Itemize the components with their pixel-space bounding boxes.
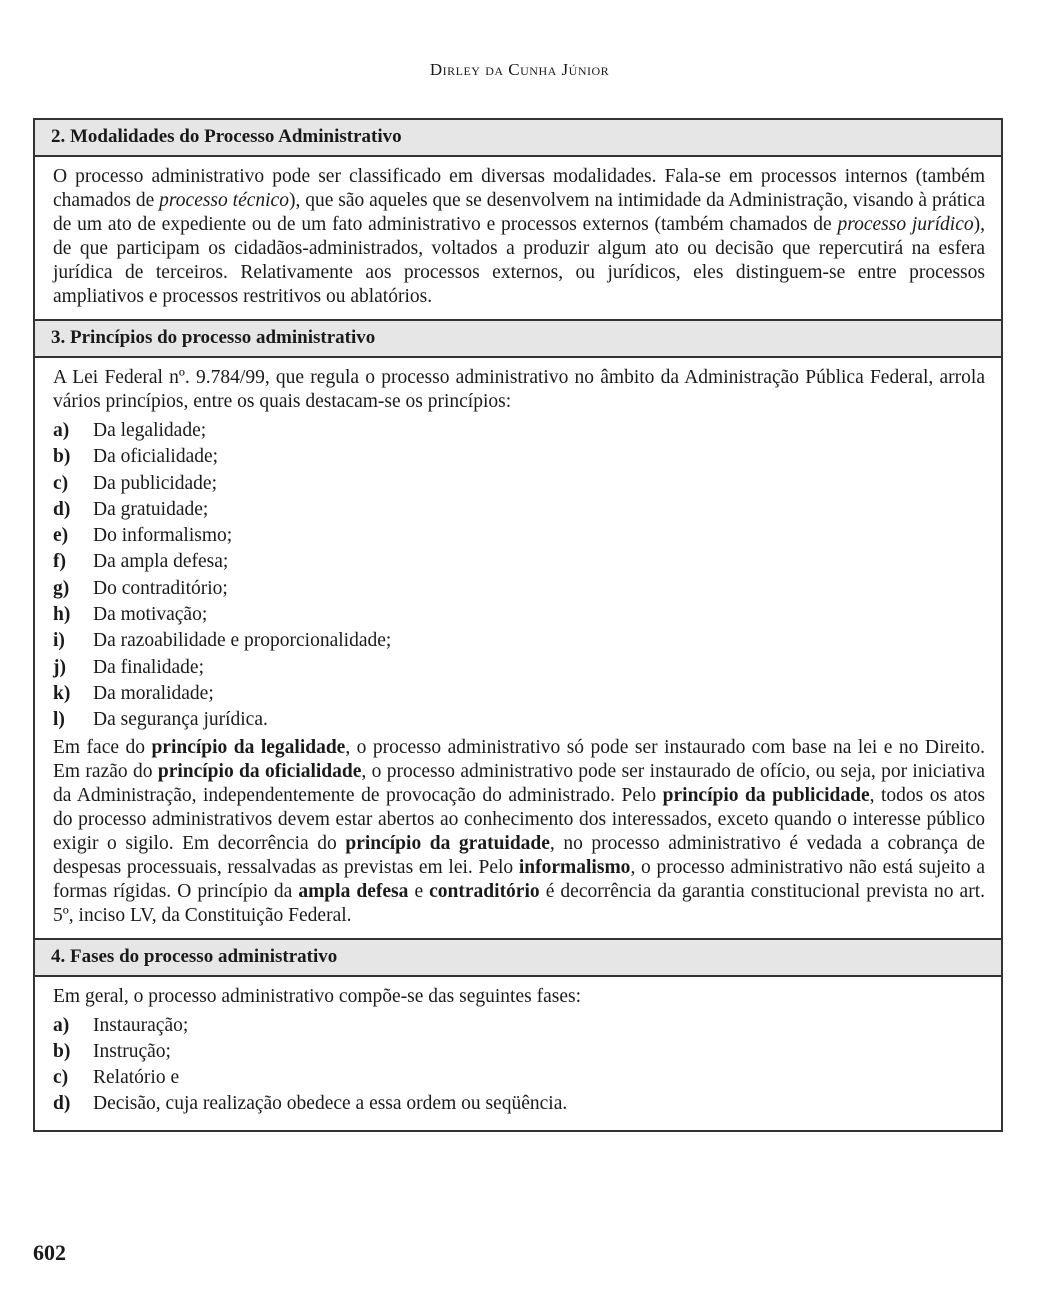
page-number: 602 [33,1240,66,1265]
bold-term: princípio da gratuidade [345,832,550,854]
list-letter: d) [53,498,71,520]
section-3-intro: A Lei Federal nº. 9.784/99, que regula o processo administrativo no âmbito da Administração Pública Federal, arrola vários princípios, entre os quais destacam-se os princípios: [53,367,985,412]
text-run: ), que são aqueles que se desenvolvem na intimidade da Administração, visando à prática de um ato de expediente ou de um fato administrativo e processos externos (também chamados de [53,190,985,235]
list-letter: k) [53,682,71,704]
list-text: Da legalidade; [93,420,207,441]
list-text: Da gratuidade; [93,498,209,520]
list-letter: e) [53,525,69,547]
list-item [53,497,985,523]
section-4-intro: Em geral, o processo administrativo compõe-se das seguintes fases: [53,985,581,1007]
list-text: Decisão, cuja realização obedece a essa ordem ou seqüência. [93,1093,568,1115]
bold-term: contraditório [429,880,540,902]
list-text: Instauração; [93,1014,189,1036]
list-text: Da oficialidade; [93,446,219,468]
list-item [53,681,985,707]
text-run: , o processo administrativo só pode ser instaurado com base na lei e no Direito. Em razão do [53,736,985,782]
section-2-title: 2. Modalidades do Processo Administrativo [35,120,1001,157]
italic-term: processo técnico [159,190,289,211]
text-run: , o processo administrativo não está sujeito a formas rígidas. O princípio da [53,856,985,902]
bold-term: ampla defesa [298,880,409,902]
section-3-commentary [53,736,985,928]
list-text: Da ampla defesa; [93,551,229,573]
italic-term: processo jurídico [837,214,974,235]
list-text: Da publicidade; [93,472,217,494]
list-text: Da motivação; [93,604,208,626]
section-3-body [35,358,1001,938]
list-item [53,602,985,628]
list-letter: c) [53,1067,69,1089]
content-box [33,118,1003,1132]
list-item [53,1091,985,1117]
list-letter: i) [53,630,65,652]
section-4-body [35,977,1001,1130]
list-text: Do contraditório; [93,577,228,599]
list-text: Relatório e [93,1067,180,1089]
text-run: é decorrência da garantia constitucional prevista no art. 5º, inciso LV, da Constituição Federal. [53,880,985,926]
bold-term: princípio da publicidade [662,784,870,806]
text-run: , todos os atos do processo administrativos devem estar abertos ao conhecimento dos interessados, exceto quando o interesse público exigir o sigilo. Em decorrência do [53,784,985,854]
list-letter: h) [53,604,71,626]
list-item [53,523,985,549]
list-letter: d) [53,1093,71,1115]
list-item [53,1013,985,1039]
running-head: Dirley da Cunha Júnior [429,60,610,79]
list-item [53,444,985,470]
section-2-body [35,157,1001,319]
list-item [53,549,985,575]
bold-term: princípio da oficialidade [157,760,362,782]
text-run: e [408,880,430,902]
list-item [53,576,985,602]
section-2-paragraph [53,165,985,309]
phases-list [53,1013,985,1118]
list-item [53,655,985,681]
section-3-title: 3. Princípios do processo administrativo [35,319,1001,358]
list-letter: b) [53,446,71,468]
text-run: Em face do [53,736,152,758]
text-run: , no processo administrativo é vedada a cobrança de despesas processuais, ressalvadas as previstas em lei. Pelo [53,832,985,878]
principles-list [53,418,985,734]
list-letter: c) [53,472,69,494]
list-letter: b) [53,1040,71,1062]
list-letter: g) [53,577,70,599]
list-text: Da segurança jurídica. [93,709,268,731]
list-item [53,628,985,654]
list-letter: a) [53,420,70,441]
list-text: Da finalidade; [93,656,204,678]
text-run: O processo administrativo pode ser classificado em diversas modalidades. Fala-se em processos internos (também chamados de [53,166,985,211]
list-letter: a) [53,1014,70,1036]
text-run: ), de que participam os cidadãos-administrados, voltados a produzir algum ato ou decisão que repercutirá na esfera jurídica de terceiros. Relativamente aos processos externos, ou jurídicos, eles distinguem-se entre processos ampliativos e processos restritivos ou ablatórios. [53,214,985,307]
text-run: , o processo administrativo pode ser instaurado de ofício, ou seja, por iniciativa da Administração, independentemente de provocação do administrado. Pelo [53,760,985,806]
list-letter: l) [53,709,65,731]
bold-term: princípio da legalidade [151,736,346,758]
list-item [53,1065,985,1091]
list-letter: j) [53,656,66,678]
section-4-title: 4. Fases do processo administrativo [35,938,1001,977]
list-letter: f) [53,551,66,573]
list-text: Da razoabilidade e proporcionalidade; [93,630,392,652]
bold-term: informalismo [518,856,631,878]
list-item [53,1039,985,1065]
list-item [53,418,985,444]
list-item [53,707,985,733]
list-text: Do informalismo; [93,525,233,547]
list-text: Da moralidade; [93,682,214,704]
list-text: Instrução; [93,1040,171,1062]
list-item [53,471,985,497]
